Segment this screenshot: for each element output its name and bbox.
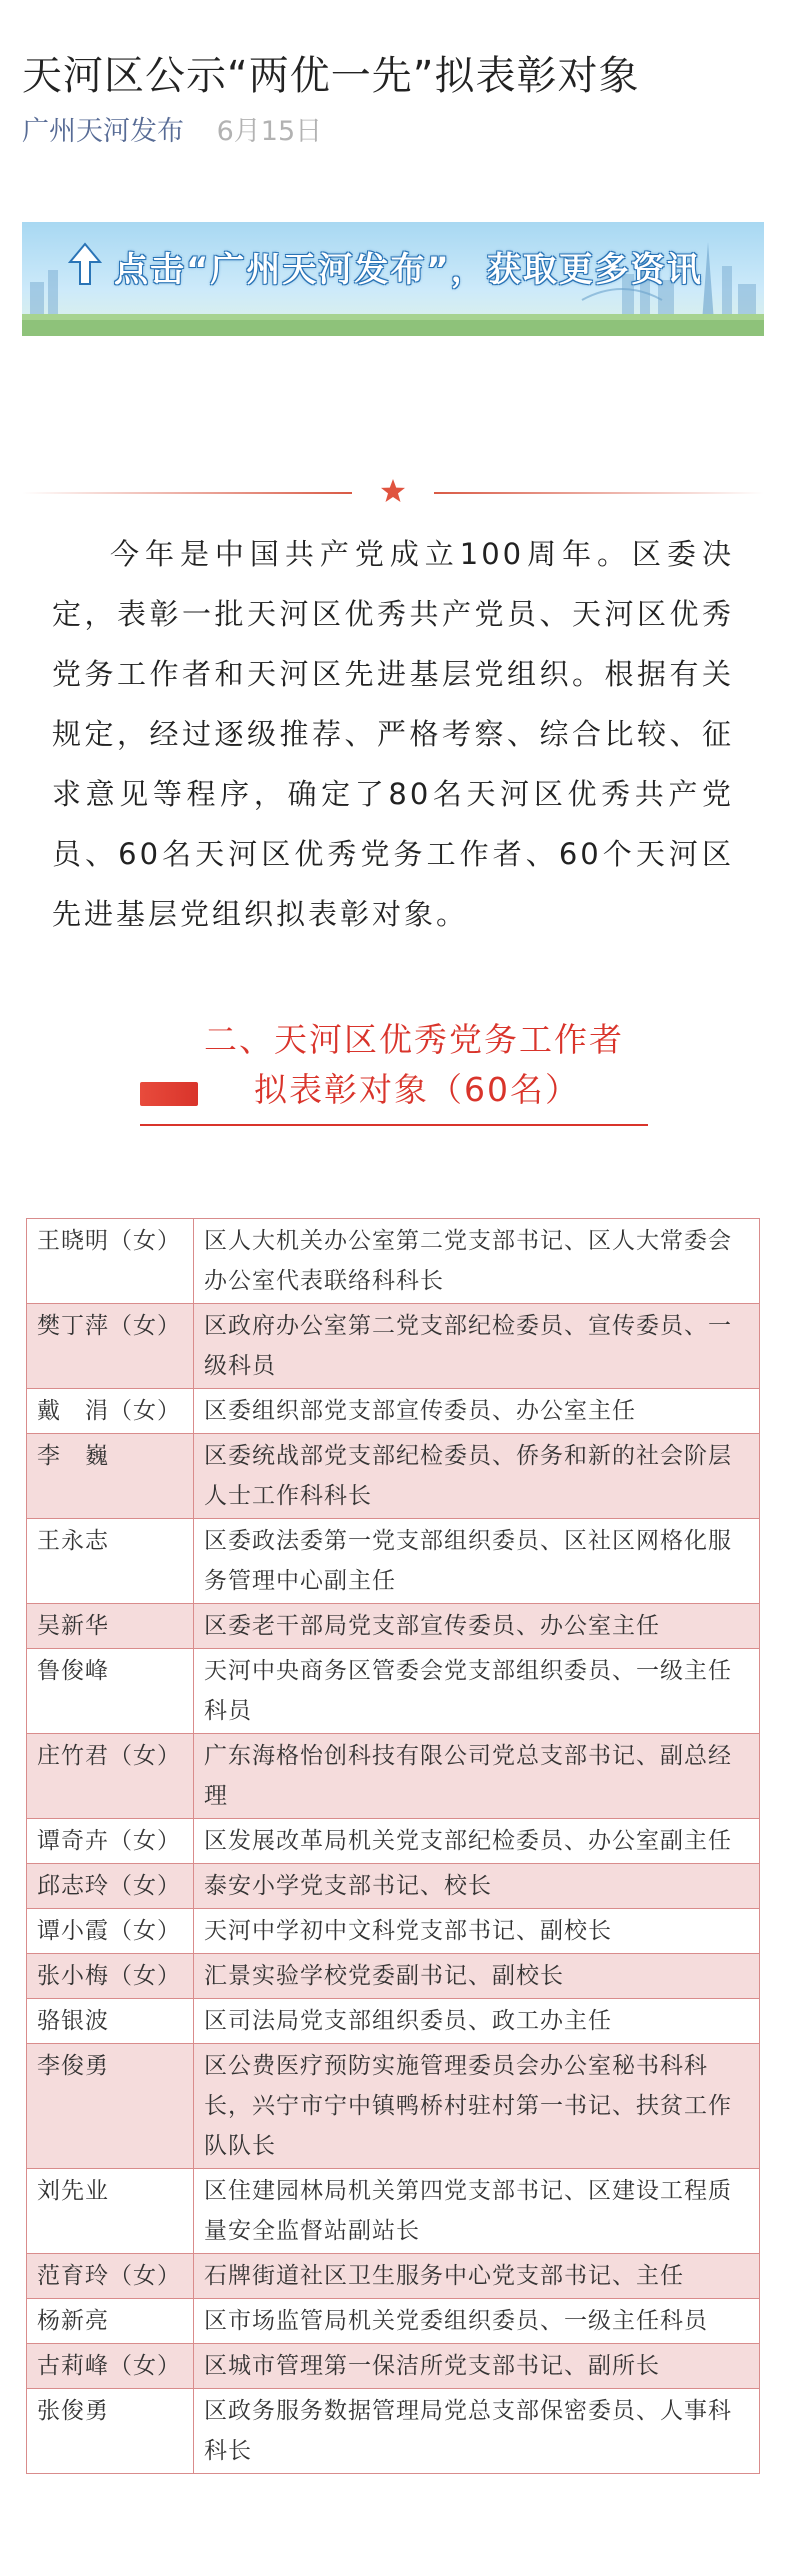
table-row — [27, 1999, 760, 2044]
table-row — [27, 1819, 760, 1864]
table-row — [27, 2254, 760, 2299]
table-row — [27, 1519, 760, 1604]
honoree-name: 张小梅（女） — [27, 1954, 194, 1999]
honoree-role: 天河中央商务区管委会党支部组织委员、一级主任科员 — [194, 1649, 760, 1734]
section-divider — [22, 478, 764, 508]
table-row — [27, 2169, 760, 2254]
honoree-role: 区城市管理第一保洁所党支部书记、副所长 — [194, 2344, 760, 2389]
honoree-name: 李俊勇 — [27, 2044, 194, 2169]
table-row — [27, 1219, 760, 1304]
honoree-role: 区委组织部党支部宣传委员、办公室主任 — [194, 1389, 760, 1434]
table-row — [27, 2389, 760, 2474]
honoree-role: 区委统战部党支部纪检委员、侨务和新的社会阶层人士工作科科长 — [194, 1434, 760, 1519]
honoree-role: 区市场监管局机关党委组织委员、一级主任科员 — [194, 2299, 760, 2344]
honoree-role: 泰安小学党支部书记、校长 — [194, 1864, 760, 1909]
honoree-role: 区政府办公室第二党支部纪检委员、宣传委员、一级科员 — [194, 1304, 760, 1389]
intro-paragraph: 今年是中国共产党成立100周年。区委决定，表彰一批天河区优秀共产党员、天河区优秀党务工作者和天河区先进基层党组织。根据有关规定，经过逐级推荐、严格考察、综合比较、征求意见等程序，确定了80名天河区优秀共产党员、60名天河区优秀党务工作者、60个天河区先进基层党组织拟表彰对象。 — [52, 537, 734, 931]
honoree-name: 邱志玲（女） — [27, 1864, 194, 1909]
honoree-name: 樊丁萍（女） — [27, 1304, 194, 1389]
table-row — [27, 1954, 760, 1999]
article-title: 天河区公示“两优一先”拟表彰对象 — [22, 52, 640, 99]
section-underline — [140, 1124, 648, 1126]
honoree-role: 区人大机关办公室第二党支部书记、区人大常委会办公室代表联络科科长 — [194, 1219, 760, 1304]
honoree-name: 李 巍 — [27, 1434, 194, 1519]
honoree-name: 杨新亮 — [27, 2299, 194, 2344]
banner-text: 点击“广州天河发布”，获取更多资讯 — [114, 250, 703, 290]
account-name-link[interactable]: 广州天河发布 — [22, 116, 184, 147]
table-row — [27, 1909, 760, 1954]
honoree-name: 吴新华 — [27, 1604, 194, 1649]
star-icon — [380, 478, 406, 508]
honoree-name: 戴 涓（女） — [27, 1389, 194, 1434]
red-flag-decoration — [140, 1082, 198, 1106]
table-row — [27, 1434, 760, 1519]
honoree-role: 区公费医疗预防实施管理委员会办公室秘书科科长，兴宁市宁中镇鸭桥村驻村第一书记、扶贫工作队队长 — [194, 2044, 760, 2169]
honoree-name: 王永志 — [27, 1519, 194, 1604]
table-row — [27, 1304, 760, 1389]
honoree-role: 汇景实验学校党委副书记、副校长 — [194, 1954, 760, 1999]
honoree-name: 古莉峰（女） — [27, 2344, 194, 2389]
table-row — [27, 1389, 760, 1434]
honoree-role: 区委政法委第一党支部组织委员、区社区网格化服务管理中心副主任 — [194, 1519, 760, 1604]
follow-banner[interactable] — [22, 222, 764, 336]
section-heading-line1: 二、天河区优秀党务工作者 — [204, 1020, 624, 1059]
divider-line-left — [22, 492, 352, 494]
table-row — [27, 1604, 760, 1649]
honoree-name: 刘先业 — [27, 2169, 194, 2254]
table-row — [27, 2299, 760, 2344]
honoree-role: 区住建园林局机关第四党支部书记、区建设工程质量安全监督站副站长 — [194, 2169, 760, 2254]
table-row — [27, 1864, 760, 1909]
table-row — [27, 2344, 760, 2389]
honoree-role: 区政务服务数据管理局党总支部保密委员、人事科科长 — [194, 2389, 760, 2474]
honoree-role: 石牌街道社区卫生服务中心党支部书记、主任 — [194, 2254, 760, 2299]
table-row — [27, 1649, 760, 1734]
divider-line-right — [434, 492, 764, 494]
honoree-name: 谭奇卉（女） — [27, 1819, 194, 1864]
honoree-role: 区发展改革局机关党支部纪检委员、办公室副主任 — [194, 1819, 760, 1864]
honoree-name: 张俊勇 — [27, 2389, 194, 2474]
honoree-role: 广东海格怡创科技有限公司党总支部书记、副总经理 — [194, 1734, 760, 1819]
article-meta — [22, 112, 322, 152]
honoree-name: 范育玲（女） — [27, 2254, 194, 2299]
honoree-table — [26, 1218, 760, 2474]
table-row — [27, 1734, 760, 1819]
honoree-role: 区委老干部局党支部宣传委员、办公室主任 — [194, 1604, 760, 1649]
honoree-name: 鲁俊峰 — [27, 1649, 194, 1734]
honoree-name: 庄竹君（女） — [27, 1734, 194, 1819]
honoree-role: 区司法局党支部组织委员、政工办主任 — [194, 1999, 760, 2044]
section-heading-line2: 拟表彰对象（60名） — [254, 1070, 580, 1109]
honoree-name: 王晓明（女） — [27, 1219, 194, 1304]
publish-date: 6月15日 — [216, 116, 323, 147]
honoree-role: 天河中学初中文科党支部书记、副校长 — [194, 1909, 760, 1954]
table-row — [27, 2044, 760, 2169]
honoree-table-body — [27, 1219, 760, 2474]
honoree-name: 骆银波 — [27, 1999, 194, 2044]
honoree-name: 谭小霞（女） — [27, 1909, 194, 1954]
